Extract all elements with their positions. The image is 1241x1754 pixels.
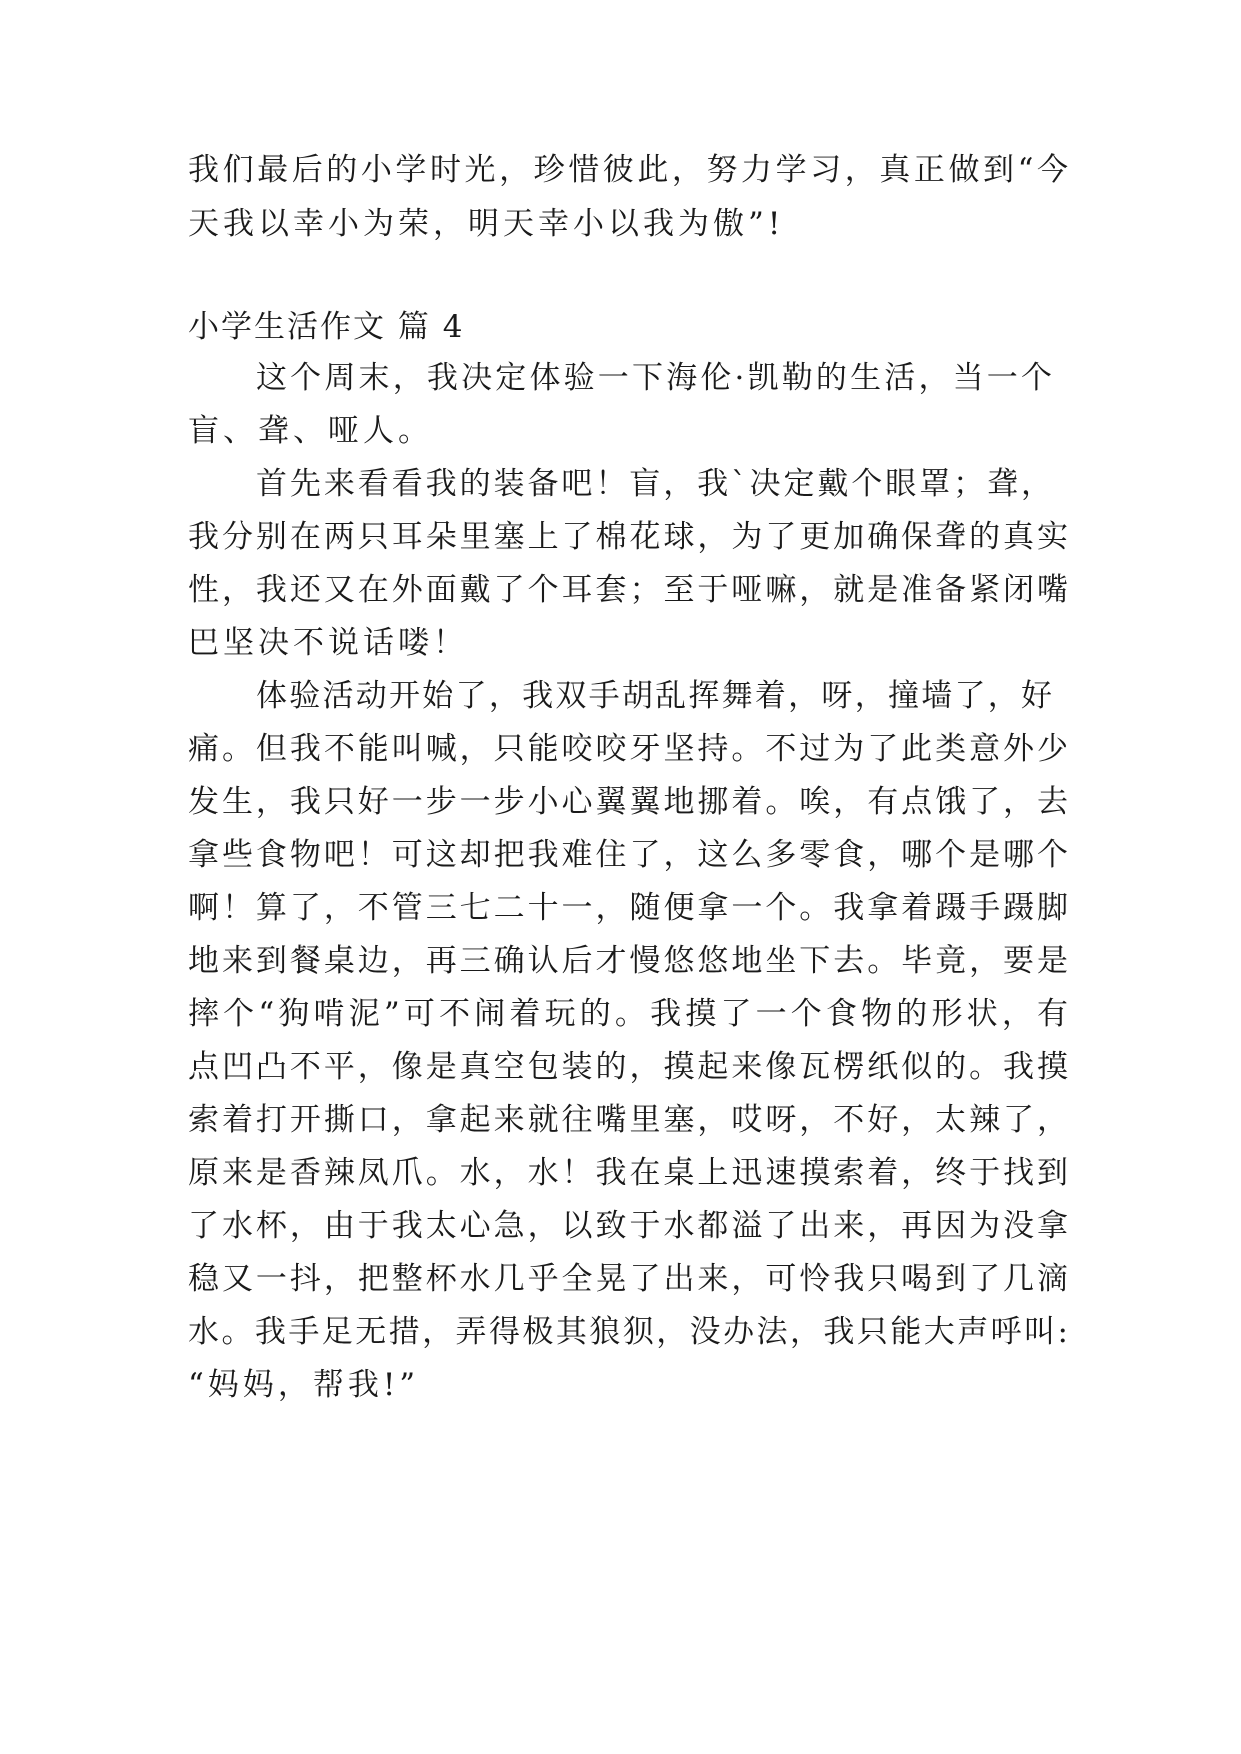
paragraph-line: 这个周末，我决定体验一下海伦·凯勒的生活，当一个 <box>256 360 1052 396</box>
paragraph-line: “妈妈，帮我!” <box>188 1367 420 1403</box>
paragraph-line: 了水杯，由于我太心急，以致于水都溢了出来，再因为没拿 <box>188 1208 1068 1244</box>
paragraph-line: 原来是香辣凤爪。水，水！我在桌上迅速摸索着，终于找到 <box>188 1155 1068 1191</box>
intro-line: 我们最后的小学时光，珍惜彼此，努力学习，真正做到“今 <box>188 152 1068 188</box>
paragraph-line: 首先来看看我的装备吧！盲，我`决定戴个眼罩；聋， <box>256 466 1052 502</box>
paragraph-line: 水。我手足无措，弄得极其狼狈，没办法，我只能大声呼叫: <box>188 1314 1068 1350</box>
paragraph-line: 摔个“狗啃泥”可不闹着玩的。我摸了一个食物的形状，有 <box>188 996 1068 1032</box>
intro-line: 天我以幸小为荣，明天幸小以我为傲”! <box>188 206 785 242</box>
paragraph-line: 巴坚决不说话喽！ <box>188 625 468 661</box>
paragraph-line: 发生，我只好一步一步小心翼翼地挪着。唉，有点饿了，去 <box>188 784 1068 820</box>
paragraph-line: 啊！算了，不管三七二十一，随便拿一个。我拿着蹑手蹑脚 <box>188 890 1068 926</box>
section-heading: 小学生活作文 篇 4 <box>188 309 465 345</box>
paragraph-line: 地来到餐桌边，再三确认后才慢悠悠地坐下去。毕竟，要是 <box>188 943 1068 979</box>
paragraph-line: 盲、聋、哑人。 <box>188 413 433 449</box>
paragraph-line: 我分别在两只耳朵里塞上了棉花球，为了更加确保聋的真实 <box>188 519 1068 555</box>
paragraph-line: 拿些食物吧！可这却把我难住了，这么多零食，哪个是哪个 <box>188 837 1068 873</box>
paragraph-line: 点凹凸不平，像是真空包装的，摸起来像瓦楞纸似的。我摸 <box>188 1049 1068 1085</box>
paragraph-line: 痛。但我不能叫喊，只能咬咬牙坚持。不过为了此类意外少 <box>188 731 1068 767</box>
paragraph-line: 稳又一抖，把整杯水几乎全晃了出来，可怜我只喝到了几滴 <box>188 1261 1068 1297</box>
paragraph-line: 性，我还又在外面戴了个耳套；至于哑嘛，就是准备紧闭嘴 <box>188 572 1068 608</box>
paragraph-line: 索着打开撕口，拿起来就往嘴里塞，哎呀，不好，太辣了， <box>188 1102 1068 1138</box>
paragraph-line: 体验活动开始了，我双手胡乱挥舞着，呀，撞墙了，好 <box>256 678 1052 714</box>
